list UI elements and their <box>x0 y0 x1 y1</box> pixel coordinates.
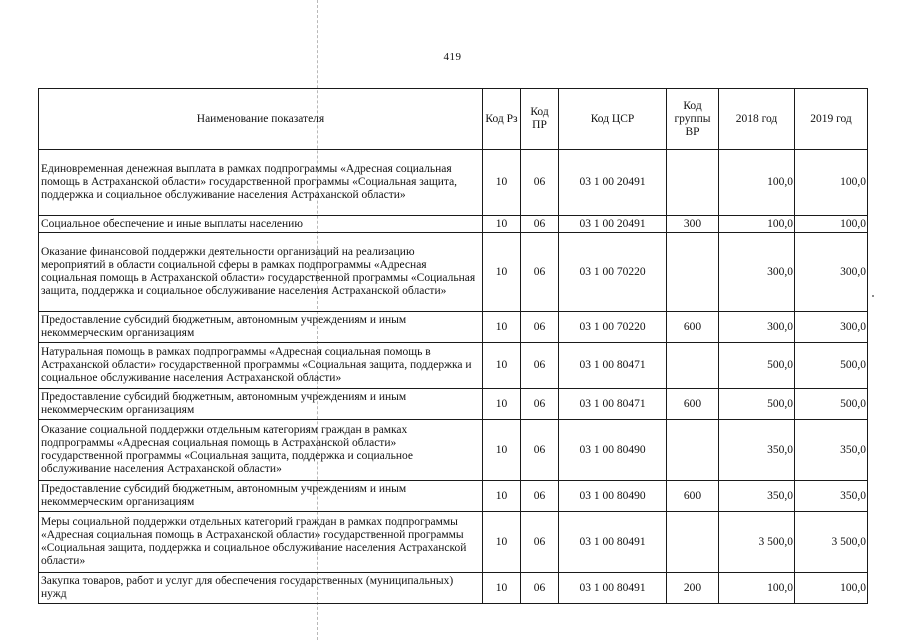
row-name: Закупка товаров, работ и услуг для обеспечения государственных (муниципальных) нужд <box>39 573 483 604</box>
row-pr: 06 <box>521 420 559 481</box>
row-pr: 06 <box>521 481 559 512</box>
column-header-2018: 2018 год <box>719 89 795 150</box>
row-name: Оказание социальной поддержки отдельным категориям граждан в рамках подпрограммы «Адресная социальная помощь в Астраханской области» государственной программы «Социальная защита, поддержка и социальное обслуживание населения Астраханской области» <box>39 420 483 481</box>
row-csr: 03 1 00 20491 <box>559 150 667 216</box>
row-pr: 06 <box>521 233 559 312</box>
row-2018: 100,0 <box>719 150 795 216</box>
row-2019: 350,0 <box>795 481 868 512</box>
row-2019: 3 500,0 <box>795 512 868 573</box>
table-row <box>39 389 868 420</box>
row-2018: 100,0 <box>719 216 795 233</box>
row-vr <box>667 512 719 573</box>
table-row <box>39 216 868 233</box>
row-csr: 03 1 00 80471 <box>559 343 667 389</box>
row-name: Предоставление субсидий бюджетным, автономным учреждениям и иным некоммерческим организациям <box>39 389 483 420</box>
row-name: Оказание финансовой поддержки деятельности организаций на реализацию мероприятий в области социальной сферы в рамках подпрограммы «Адресная социальная помощь в Астраханской области» государственной программы «Социальная защита, поддержка и социальное обслуживание населения Астраханской области» <box>39 233 483 312</box>
row-csr: 03 1 00 70220 <box>559 233 667 312</box>
row-rz: 10 <box>483 481 521 512</box>
row-vr <box>667 343 719 389</box>
row-csr: 03 1 00 80490 <box>559 481 667 512</box>
row-rz: 10 <box>483 389 521 420</box>
row-2019: 300,0 <box>795 312 868 343</box>
table-header-row <box>39 89 868 150</box>
table-row <box>39 573 868 604</box>
table-row <box>39 233 868 312</box>
table-row <box>39 481 868 512</box>
row-2018: 500,0 <box>719 343 795 389</box>
table-row <box>39 512 868 573</box>
row-rz: 10 <box>483 420 521 481</box>
scan-speck <box>872 295 874 297</box>
budget-table <box>38 88 868 604</box>
row-2018: 350,0 <box>719 420 795 481</box>
row-rz: 10 <box>483 216 521 233</box>
row-vr: 600 <box>667 389 719 420</box>
row-2019: 350,0 <box>795 420 868 481</box>
table-row <box>39 420 868 481</box>
row-csr: 03 1 00 80491 <box>559 512 667 573</box>
row-vr <box>667 233 719 312</box>
row-rz: 10 <box>483 312 521 343</box>
row-csr: 03 1 00 70220 <box>559 312 667 343</box>
row-rz: 10 <box>483 150 521 216</box>
column-header-2019: 2019 год <box>795 89 868 150</box>
row-2018: 300,0 <box>719 233 795 312</box>
row-rz: 10 <box>483 512 521 573</box>
row-2019: 500,0 <box>795 389 868 420</box>
row-pr: 06 <box>521 512 559 573</box>
row-rz: 10 <box>483 343 521 389</box>
row-pr: 06 <box>521 389 559 420</box>
row-2018: 100,0 <box>719 573 795 604</box>
row-vr: 300 <box>667 216 719 233</box>
row-vr <box>667 150 719 216</box>
row-2018: 300,0 <box>719 312 795 343</box>
row-csr: 03 1 00 80490 <box>559 420 667 481</box>
row-name: Предоставление субсидий бюджетным, автономным учреждениям и иным некоммерческим организациям <box>39 481 483 512</box>
table-row <box>39 150 868 216</box>
row-2019: 100,0 <box>795 216 868 233</box>
row-rz: 10 <box>483 573 521 604</box>
row-name: Меры социальной поддержки отдельных категорий граждан в рамках подпрограммы «Адресная социальная помощь в Астраханской области» государственной программы «Социальная защита, поддержка и социальное обслуживание населения Астраханской области» <box>39 512 483 573</box>
row-2018: 350,0 <box>719 481 795 512</box>
row-2019: 300,0 <box>795 233 868 312</box>
column-header-csr: Код ЦСР <box>559 89 667 150</box>
row-vr <box>667 420 719 481</box>
row-2019: 100,0 <box>795 150 868 216</box>
table-row <box>39 312 868 343</box>
column-header-pr: Код ПР <box>521 89 559 150</box>
row-csr: 03 1 00 80471 <box>559 389 667 420</box>
row-pr: 06 <box>521 216 559 233</box>
row-rz: 10 <box>483 233 521 312</box>
row-name: Натуральная помощь в рамках подпрограммы «Адресная социальная помощь в Астраханской области» государственной программы «Социальная защита, поддержка и социальное обслуживание населения Астраханской области» <box>39 343 483 389</box>
column-header-rz: Код Рз <box>483 89 521 150</box>
table-row <box>39 343 868 389</box>
row-name: Предоставление субсидий бюджетным, автономным учреждениям и иным некоммерческим организациям <box>39 312 483 343</box>
row-csr: 03 1 00 80491 <box>559 573 667 604</box>
page-number: 419 <box>443 51 462 63</box>
row-2018: 3 500,0 <box>719 512 795 573</box>
row-csr: 03 1 00 20491 <box>559 216 667 233</box>
column-header-name: Наименование показателя <box>39 89 483 150</box>
row-vr: 200 <box>667 573 719 604</box>
row-pr: 06 <box>521 312 559 343</box>
row-vr: 600 <box>667 481 719 512</box>
row-name: Социальное обеспечение и иные выплаты населению <box>39 216 483 233</box>
row-2018: 500,0 <box>719 389 795 420</box>
row-vr: 600 <box>667 312 719 343</box>
row-pr: 06 <box>521 150 559 216</box>
row-2019: 500,0 <box>795 343 868 389</box>
row-pr: 06 <box>521 573 559 604</box>
row-2019: 100,0 <box>795 573 868 604</box>
column-header-vr: Код группы ВР <box>667 89 719 150</box>
row-name: Единовременная денежная выплата в рамках подпрограммы «Адресная социальная помощь в Астраханской области» государственной программы «Социальная защита, поддержка и социальное обслуживание населения Астраханской области» <box>39 150 483 216</box>
row-pr: 06 <box>521 343 559 389</box>
